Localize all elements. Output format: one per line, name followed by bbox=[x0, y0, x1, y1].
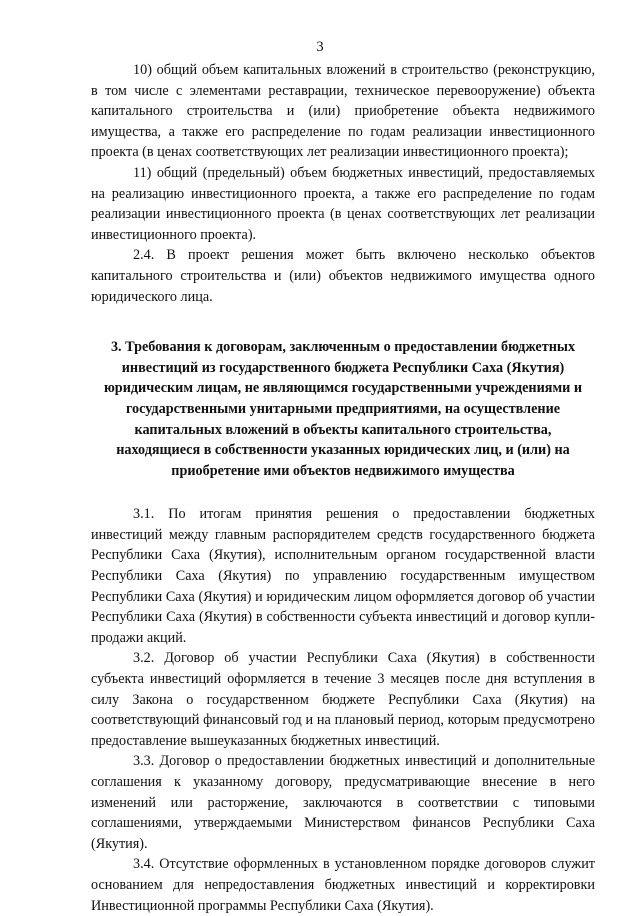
page-number: 3 bbox=[316, 39, 324, 55]
paragraph-3-4: 3.4. Отсутствие оформленных в установленном порядке договоров служит основанием для непредоставления бюджетных инвестиций и корректировки Инвестиционной программы Республики Саха (Якутия). bbox=[91, 856, 595, 914]
paragraph-2-4: 2.4. В проект решения может быть включено несколько объектов капитального строительства и (или) объектов недвижимого имущества одного юридического лица. bbox=[91, 247, 595, 305]
paragraph-3-3: 3.3. Договор о предоставлении бюджетных инвестиций и дополнительные соглашения к указанному договору, предусматривающие внесение в него изменений или расторжение, заключаются в соответствии с типовыми соглашениями, утверждаемыми Министерством финансов Республики Саха (Якутия). bbox=[91, 753, 595, 852]
document-body bbox=[91, 60, 595, 916]
paragraph-3-2: 3.2. Договор об участии Республики Саха (Якутия) в собственности субъекта инвестиций оформляется в течение 3 месяцев после дня вступления в силу Закона о государственном бюджете Республики Саха (Якутия) на соответствующий финансовый год и на плановый период, которым предусмотрено предоставление вышеуказанных бюджетных инвестиций. bbox=[91, 650, 595, 749]
paragraph-item-10: 10) общий объем капитальных вложений в строительство (реконструкцию, в том числе с элементами реставрации, техническое перевооружение) объекта капитального строительства и (или) приобретение объекта недвижимого имущества, а также его распределение по годам реализации инвестиционного проекта (в ценах соответствующих лет реализации инвестиционного проекта); bbox=[91, 62, 595, 161]
section-3-heading: 3. Требования к договорам, заключенным о предоставлении бюджетных инвестиций из государственного бюджета Республики Саха (Якутия) юридическим лицам, не являющимся государственными учреждениями и государственными унитарными предприятиями, на осуществление капитальных вложений в объекты капитального строительства, находящиеся в собственности указанных юридических лиц, и (или) на приобретение ими объектов недвижимого имущества bbox=[103, 339, 583, 479]
paragraph-3-1: 3.1. По итогам принятия решения о предоставлении бюджетных инвестиций между главным распорядителем средств государственного бюджета Республики Саха (Якутия), исполнительным органом государственной власти Республики Саха (Якутия) по управлению государственным имуществом Республики Саха (Якутия) и юридическим лицом оформляется договор об участии Республики Саха (Якутия) в собственности субъекта инвестиций и договор купли-продажи акций. bbox=[91, 506, 595, 646]
paragraph-item-11: 11) общий (предельный) объем бюджетных инвестиций, предоставляемых на реализацию инвестиционного проекта, а также его распределение по годам реализации инвестиционного проекта (в ценах соответствующих лет реализации инвестиционного проекта). bbox=[91, 164, 595, 243]
